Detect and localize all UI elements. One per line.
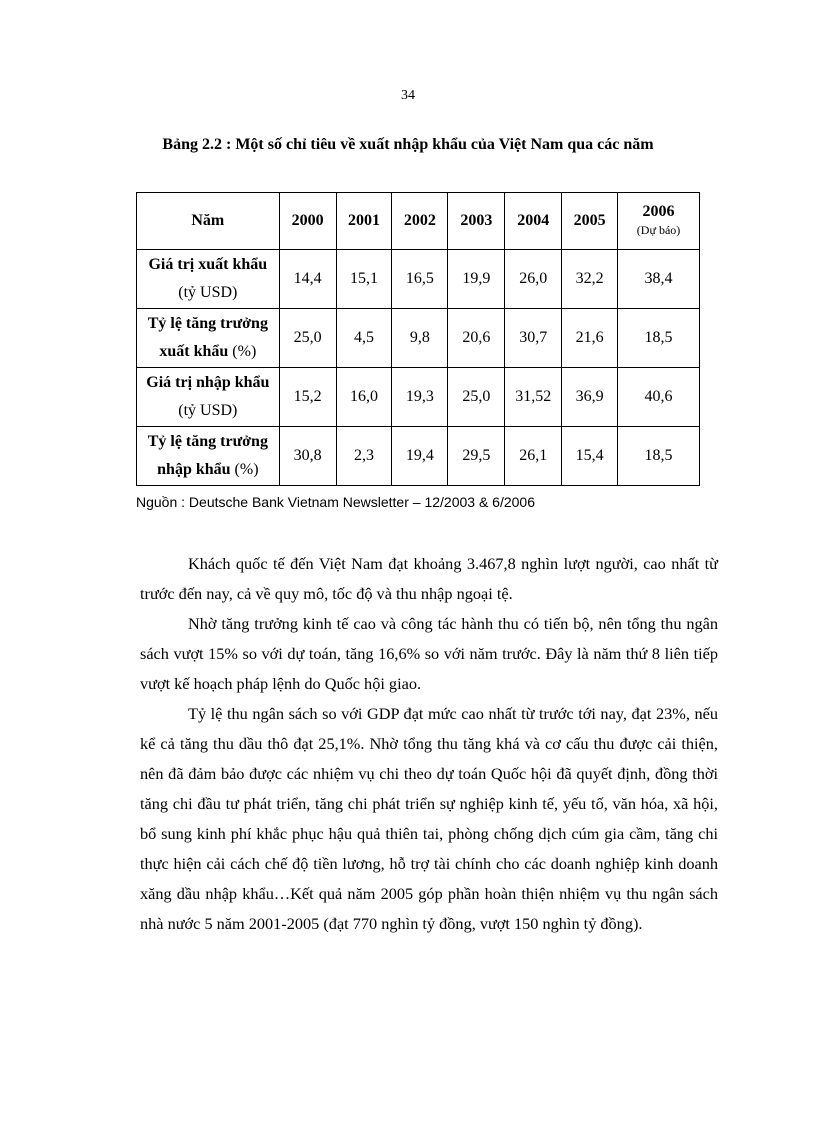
table-cell: 26,1 [505,427,562,486]
table-cell: 30,7 [505,309,562,368]
table-cell: 25,0 [448,368,505,427]
table-row [137,250,700,309]
table-row [137,427,700,486]
row-label [137,309,280,368]
header-year-label: Năm [137,193,280,250]
forecast-note: (Dự báo) [636,223,681,237]
header-year: 2006 [642,203,675,220]
table-cell: 19,3 [392,368,448,427]
header-year: 2004 [505,193,562,250]
table-cell: 21,6 [562,309,618,368]
row-label-main: Tỷ lệ tăng trưởng [147,315,268,332]
row-label-unit: (%) [230,461,259,478]
table-cell: 18,5 [618,427,700,486]
table-cell: 16,0 [336,368,392,427]
row-label-main: Giá trị xuất khẩu [148,256,268,273]
table-cell: 30,8 [279,427,336,486]
row-label [137,427,280,486]
table-source: Nguồn : Deutsche Bank Vietnam Newsletter – 12/2003 & 6/2006 [136,494,535,510]
table-cell: 25,0 [279,309,336,368]
row-label [137,250,280,309]
header-year: 2002 [392,193,448,250]
table-cell: 26,0 [505,250,562,309]
table-cell: 4,5 [336,309,392,368]
row-label-unit: (%) [228,343,257,360]
export-import-table [136,192,700,486]
table-cell: 36,9 [562,368,618,427]
table-cell: 9,8 [392,309,448,368]
header-year: 2003 [448,193,505,250]
table-cell: 2,3 [336,427,392,486]
table-cell: 38,4 [618,250,700,309]
row-label-unit: (tỷ USD) [178,402,238,419]
table-cell: 15,1 [336,250,392,309]
table-cell: 31,52 [505,368,562,427]
table-cell: 15,2 [279,368,336,427]
header-year: 2001 [336,193,392,250]
table-cell: 40,6 [618,368,700,427]
header-year-forecast [618,193,700,250]
paragraph: Nhờ tăng trưởng kinh tế cao và công tác hành thu có tiến bộ, nên tổng thu ngân sách vượt 15% so với dự toán, tăng 16,6% so với năm trước. Đây là năm thứ 8 liên tiếp vượt kế hoạch pháp lệnh do Quốc hội giao. [140,614,718,693]
table-cell: 16,5 [392,250,448,309]
paragraph: Khách quốc tế đến Việt Nam đạt khoảng 3.467,8 nghìn lượt người, cao nhất từ trước đến nay, cả về quy mô, tốc độ và thu nhập ngoại tệ. [140,554,718,603]
header-year: 2000 [279,193,336,250]
table-cell: 19,4 [392,427,448,486]
paragraph: Tỷ lệ thu ngân sách so với GDP đạt mức cao nhất từ trước tới nay, đạt 23%, nếu kể cả tăng thu dầu thô đạt 25,1%. Nhờ tổng thu tăng khá và cơ cấu thu được cải thiện, nên đã đảm bảo được các nhiệm vụ chi theo dự toán Quốc hội đã quyết định, đồng thời tăng chi đầu tư phát triển, tăng chi phát triển sự nghiệp kinh tế, yếu tố, văn hóa, xã hội, bổ sung kinh phí khắc phục hậu quả thiên tai, phòng chống dịch cúm gia cầm, tăng chi thực hiện cải cách chế độ tiền lương, hỗ trợ tài chính cho các doanh nghiệp kinh doanh xăng dầu nhập khẩu…Kết quả năm 2005 góp phần hoàn thiện nhiệm vụ thu ngân sách nhà nước 5 năm 2001-2005 (đạt 770 nghìn tỷ đồng, vượt 150 nghìn tỷ đồng). [140,704,718,933]
table-cell: 14,4 [279,250,336,309]
page-number: 34 [401,88,415,103]
table-row [137,368,700,427]
table-caption: Bảng 2.2 : Một số chỉ tiêu về xuất nhập khẩu của Việt Nam qua các năm [162,136,654,153]
row-label-main: Giá trị nhập khẩu [146,374,270,391]
row-label-main-2: xuất khẩu [159,343,229,360]
table-cell: 18,5 [618,309,700,368]
table-cell: 32,2 [562,250,618,309]
row-label [137,368,280,427]
row-label-main-2: nhập khẩu [157,461,231,478]
table-cell: 19,9 [448,250,505,309]
table-cell: 15,4 [562,427,618,486]
table-header-row [137,193,700,250]
row-label-unit: (tỷ USD) [178,284,238,301]
table-cell: 20,6 [448,309,505,368]
table-row [137,309,700,368]
row-label-main: Tỷ lệ tăng trưởng [147,433,268,450]
header-year: 2005 [562,193,618,250]
body-text [140,549,718,939]
table-cell: 29,5 [448,427,505,486]
